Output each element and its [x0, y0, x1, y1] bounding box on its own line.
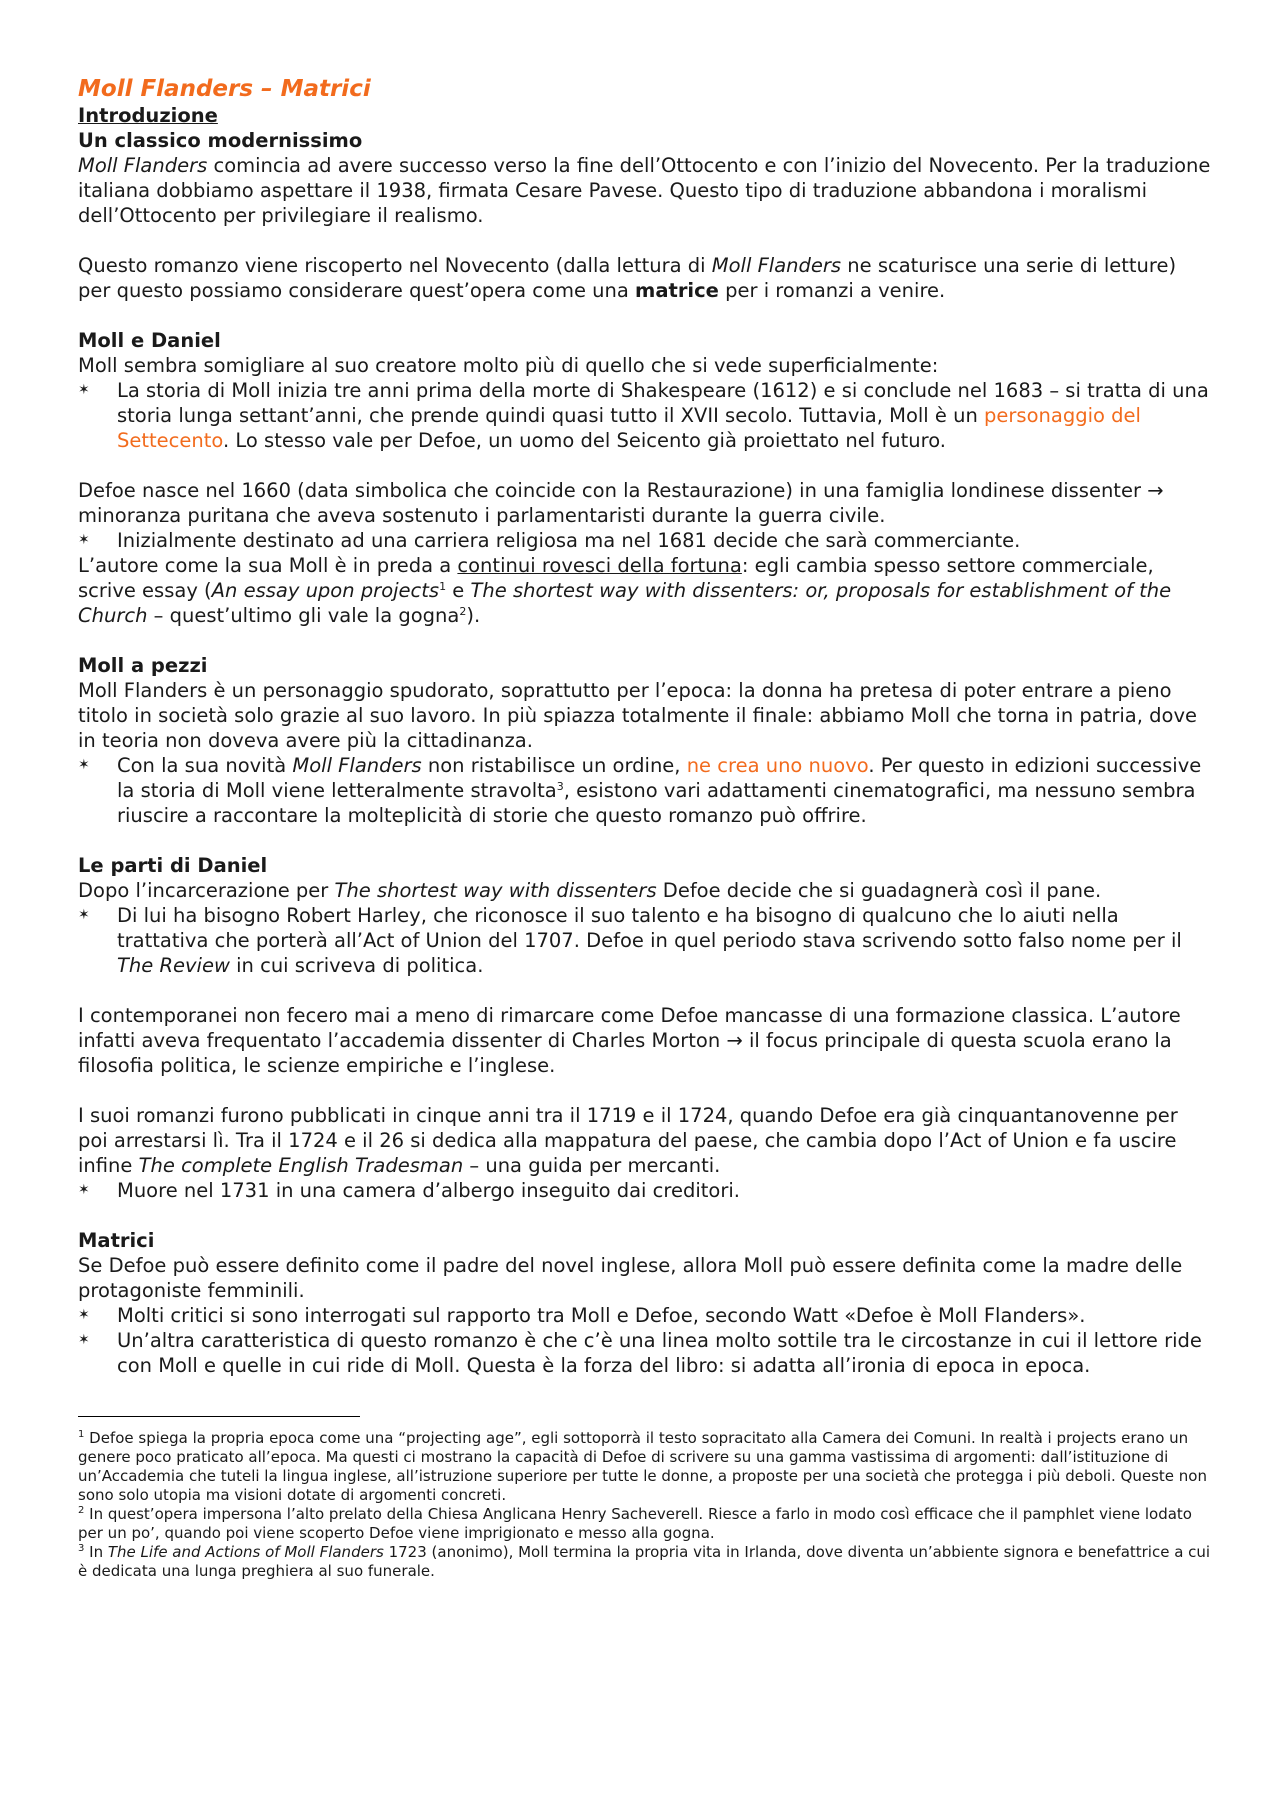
list-item: ✶ Muore nel 1731 in una camera d’albergo inseguito dai creditori.: [78, 1178, 1212, 1203]
list-item: ✶ Un’altra caratteristica di questo romanzo è che c’è una linea molto sottile tra le circostanze in cui il lettore ride con Moll e quelle in cui ride di Moll. Questa è la forza del libro: si adatta all’ironia di epoca in epoca.: [78, 1328, 1212, 1378]
list-item: ✶ La storia di Moll inizia tre anni prima della morte di Shakespeare (1612) e si conclude nel 1683 – si tratta di una storia lunga settant’anni, che prende quindi quasi tutto il XVII secolo. Tuttavia, Moll è un personaggio del Settecento. Lo stesso vale per Defoe, un uomo del Seicento già proiettato nel futuro.: [78, 378, 1212, 453]
section-title-introduzione: Introduzione: [78, 104, 218, 127]
paragraph: Defoe nasce nel 1660 (data simbolica che coincide con la Restaurazione) in una famiglia londinese dissenter → minoranza puritana che aveva sostenuto i parlamentaristi durante la guerra civile.: [78, 479, 1164, 527]
footnote-ref: 1: [439, 580, 447, 593]
footnote-3: $^3$ In The Life and Actions of Moll Flanders 1723 (anonimo), Moll termina la propria vita in Irlanda, dove diventa un’abbiente signora e benefattrice a cui è dedicata una lunga preghiera al suo funerale.: [78, 1543, 1211, 1580]
paragraph: Se Defoe può essere definito come il padre del novel inglese, allora Moll può essere definita come la madre delle protagoniste femminili.: [78, 1254, 1183, 1302]
heading-moll-e-daniel: Moll e Daniel: [78, 329, 221, 352]
paragraph: L’autore come la sua Moll è in preda a continui rovesci della fortuna: egli cambia spesso settore commerciale, scrive essay (An essay upon projects$^1$ e The shortest way with dissenters: or, proposals for establishment of the Church – quest’ultimo gli vale la gogna$^2$).: [78, 554, 1172, 627]
paragraph: Moll Flanders comincia ad avere successo verso la fine dell’Ottocento e con l’inizio del Novecento. Per la traduzione italiana dobbiamo aspettare il 1938, firmata Cesare Pavese. Questo tipo di traduzione abbandona i moralismi dell’Ottocento per privilegiare il realismo.: [78, 154, 1211, 227]
footnote-1: $^1$ Defoe spiega la propria epoca come una “projecting age”, egli sottoporrà il testo sopracitato alla Camera dei Comuni. In realtà i projects erano un genere poco praticato all’epoca. Ma questi ci mostrano la capacità di Defoe di scrivere su una gamma vastissima di argomenti: dall’istituzione di un’Accademia che tuteli la lingua inglese, all’istruzione superiore per tutte le donne, a proposte per una società che protegga i più deboli. Queste non sono solo utopia ma visioni dotate di argomenti concreti.: [78, 1429, 1207, 1504]
bullet-list: [78, 1178, 1212, 1203]
list-item: ✶ Con la sua novità Moll Flanders non ristabilisce un ordine, ne crea uno nuovo. Per questo in edizioni successive la storia di Moll viene letteralmente stravolta$^3$, esistono vari adattamenti cinematografici, ma nessuno sembra riuscire a raccontare la molteplicità di storie che questo romanzo può offrire.: [78, 753, 1212, 828]
bullet-list: [78, 378, 1212, 453]
bullet-list: [78, 1303, 1212, 1378]
bullet-list: [78, 903, 1212, 978]
paragraph: I suoi romanzi furono pubblicati in cinque anni tra il 1719 e il 1724, quando Defoe era già cinquantanovenne per poi arrestarsi lì. Tra il 1724 e il 26 si dedica alla mappatura del paese, che cambia dopo l’Act of Union e fa uscire infine The complete English Tradesman – una guida per mercanti.: [78, 1104, 1178, 1177]
footnote-ref: 2: [459, 605, 467, 618]
list-item: ✶ Di lui ha bisogno Robert Harley, che riconosce il suo talento e ha bisogno di qualcuno che lo aiuti nella trattativa che porterà all’Act of Union del 1707. Defoe in quel periodo stava scrivendo sotto falso nome per il The Review in cui scriveva di politica.: [78, 903, 1212, 978]
paragraph: Questo romanzo viene riscoperto nel Novecento (dalla lettura di Moll Flanders ne scaturisce una serie di letture) per questo possiamo considerare quest’opera come una matrice per i romanzi a venire.: [78, 254, 1177, 302]
footnote-ref: 3: [556, 780, 564, 793]
bullet-list: [78, 753, 1212, 828]
heading-matrici: Matrici: [78, 1229, 155, 1252]
paragraph: I contemporanei non fecero mai a meno di rimarcare come Defoe mancasse di una formazione classica. L’autore infatti aveva frequentato l’accademia dissenter di Charles Morton → il focus principale di questa scuola erano la filosofia politica, le scienze empiriche e l’inglese.: [78, 1004, 1181, 1077]
list-item: ✶ Molti critici si sono interrogati sul rapporto tra Moll e Defoe, secondo Watt «Defoe è Moll Flanders».: [78, 1303, 1212, 1328]
document-title: Moll Flanders – Matrici: [78, 76, 371, 102]
paragraph: Moll sembra somigliare al suo creatore molto più di quello che si vede superficialmente:: [78, 354, 939, 377]
heading-moll-a-pezzi: Moll a pezzi: [78, 654, 208, 677]
paragraph: Dopo l’incarcerazione per The shortest way with dissenters Defoe decide che si guadagnerà così il pane.: [78, 879, 1102, 902]
document-page: [78, 76, 1212, 1581]
bullet-list: [78, 528, 1212, 553]
paragraph: Moll Flanders è un personaggio spudorato, soprattutto per l’epoca: la donna ha pretesa di poter entrare a pieno titolo in società solo grazie al suo lavoro. In più spiazza totalmente il finale: abbiamo Moll che torna in patria, dove in teoria non doveva avere più la cittadinanza.: [78, 679, 1198, 752]
footnote-2: $^2$ In quest’opera impersona l’alto prelato della Chiesa Anglicana Henry Sacheverell. Riesce a farlo in modo così efficace che il pamphlet viene lodato per un po’, quando poi viene scoperto Defoe viene imprigionato e messo alla gogna.: [78, 1505, 1192, 1542]
footnote-separator: [78, 1416, 360, 1417]
subsection-title-classico: Un classico modernissimo: [78, 129, 363, 152]
list-item: ✶ Inizialmente destinato ad una carriera religiosa ma nel 1681 decide che sarà commerciante.: [78, 528, 1212, 553]
heading-parti-di-daniel: Le parti di Daniel: [78, 854, 268, 877]
